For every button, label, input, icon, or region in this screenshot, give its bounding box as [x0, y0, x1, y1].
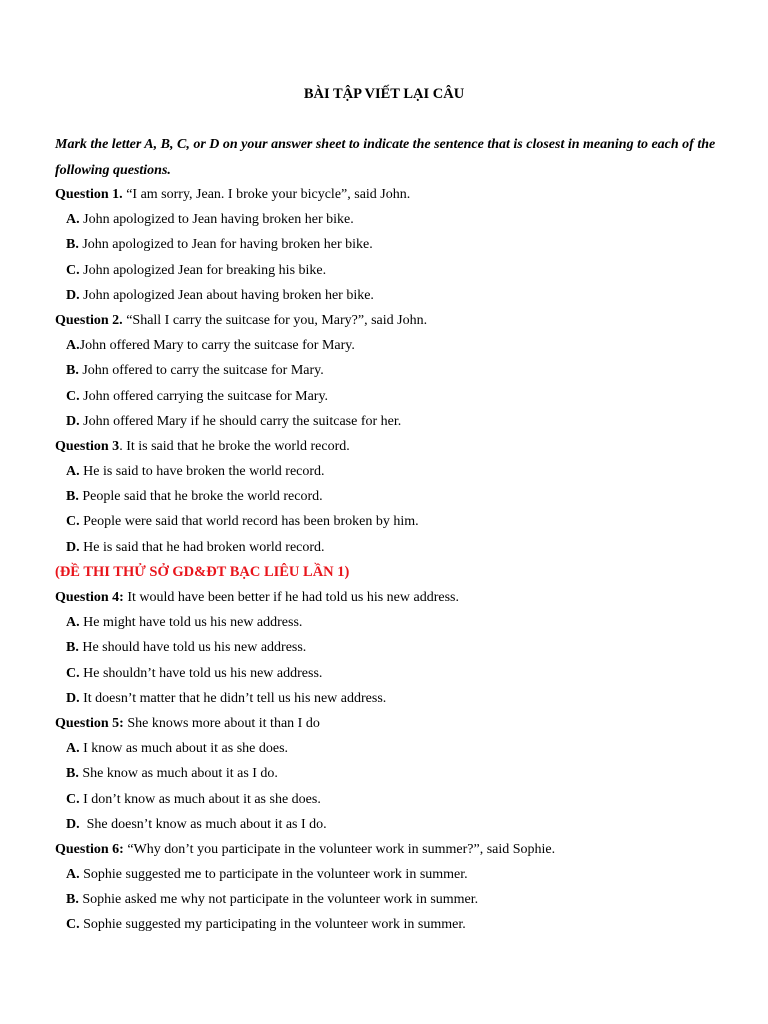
question-label: Question 2. — [55, 312, 123, 328]
question-stem — [0, 837, 768, 862]
answer-option — [0, 409, 768, 434]
answer-option — [0, 661, 768, 686]
answer-option — [0, 761, 768, 786]
option-label: D. — [66, 287, 80, 303]
question-label: Question 5: — [55, 715, 124, 731]
option-label: B. — [66, 640, 79, 656]
option-label: B. — [66, 489, 79, 505]
answer-option — [0, 207, 768, 232]
option-label: B. — [66, 892, 79, 908]
option-text: Sophie asked me why not participate in the volunteer work in summer. — [78, 892, 479, 908]
option-text: I know as much about it as she does. — [79, 741, 289, 757]
question-stem — [0, 434, 768, 459]
question-stem — [0, 711, 768, 736]
answer-option — [0, 812, 768, 837]
answer-option — [0, 887, 768, 912]
answer-option — [0, 509, 768, 534]
option-label: D. — [66, 690, 80, 706]
answer-option — [0, 333, 768, 358]
option-label: A. — [66, 615, 80, 631]
option-text: He shouldn’t have told us his new address. — [79, 665, 323, 681]
option-text: John apologized Jean for breaking his bike. — [79, 262, 327, 278]
instructions: Mark the letter A, B, C, or D on your answer sheet to indicate the sentence that is closest in meaning to each of the following questions. — [55, 137, 716, 178]
answer-option — [0, 232, 768, 257]
question-text: She knows more about it than I do — [123, 715, 320, 731]
option-label: A. — [66, 464, 80, 480]
question-label: Question 4: — [55, 590, 124, 605]
section-text: (ĐỀ THI THỬ SỞ GD&ĐT BẠC LIÊU LẦN 1) — [55, 563, 350, 580]
option-label: C. — [66, 388, 80, 404]
question-text: “Shall I carry the suitcase for you, Mary?”, said John. — [122, 312, 428, 328]
option-label: A. — [66, 741, 80, 757]
option-text: I don’t know as much about it as she does. — [79, 791, 321, 807]
question-stem — [0, 182, 768, 207]
option-text: He is said that he had broken world record. — [79, 539, 325, 555]
question-label: Question 6: — [55, 841, 124, 857]
option-text: John offered Mary to carry the suitcase for Mary. — [79, 338, 355, 354]
option-label: D. — [66, 413, 80, 429]
option-text: She doesn’t know as much about it as I do. — [79, 816, 327, 832]
option-text: John offered carrying the suitcase for Mary. — [79, 388, 329, 404]
option-text: People were said that world record has been broken by him. — [79, 514, 419, 530]
option-label: D. — [66, 816, 80, 832]
question-text: “Why don’t you participate in the volunteer work in summer?”, said Sophie. — [123, 841, 556, 857]
question-stem — [0, 308, 768, 333]
option-label: B. — [66, 766, 79, 782]
answer-option — [0, 610, 768, 635]
question-text: “I am sorry, Jean. I broke your bicycle”, said John. — [122, 187, 411, 202]
option-text: He is said to have broken the world record. — [79, 464, 325, 480]
answer-option — [0, 258, 768, 283]
option-label: C. — [66, 514, 80, 530]
option-label: C. — [66, 665, 80, 681]
answer-option — [0, 736, 768, 761]
option-text: He might have told us his new address. — [79, 615, 303, 631]
question-text: . It is said that he broke the world record. — [119, 438, 350, 454]
option-label: D. — [66, 539, 80, 555]
answer-option — [0, 912, 768, 937]
answer-option — [0, 686, 768, 711]
option-label: A. — [66, 338, 80, 354]
question-label: Question 1. — [55, 187, 123, 202]
answer-option — [0, 384, 768, 409]
option-text: It doesn’t matter that he didn’t tell us his new address. — [79, 690, 387, 706]
option-text: Sophie suggested me to participate in the volunteer work in summer. — [79, 867, 468, 883]
answer-option — [0, 635, 768, 660]
answer-option — [0, 283, 768, 308]
option-text: John apologized Jean about having broken her bike. — [79, 287, 374, 303]
option-label: C. — [66, 791, 80, 807]
option-text: She know as much about it as I do. — [78, 766, 278, 782]
option-text: John apologized to Jean for having broken her bike. — [78, 237, 373, 253]
answer-option — [0, 484, 768, 509]
option-label: A. — [66, 212, 80, 228]
option-label: A. — [66, 867, 80, 883]
section-heading — [0, 560, 768, 585]
option-text: John apologized to Jean having broken her bike. — [79, 212, 354, 228]
answer-option — [0, 862, 768, 887]
option-text: He should have told us his new address. — [78, 640, 307, 656]
answer-option — [0, 358, 768, 383]
option-text: Sophie suggested my participating in the volunteer work in summer. — [79, 917, 466, 933]
option-label: B. — [66, 363, 79, 379]
option-label: C. — [66, 917, 80, 933]
option-text: People said that he broke the world record. — [78, 489, 323, 505]
option-label: C. — [66, 262, 80, 278]
question-list — [0, 182, 768, 938]
option-label: B. — [66, 237, 79, 253]
question-text: It would have been better if he had told us his new address. — [123, 590, 459, 605]
answer-option — [0, 535, 768, 560]
question-stem — [0, 585, 768, 610]
question-label: Question 3 — [55, 438, 120, 454]
option-text: John offered Mary if he should carry the suitcase for her. — [79, 413, 402, 429]
answer-option — [0, 787, 768, 812]
page-title: BÀI TẬP VIẾT LẠI CÂU — [303, 86, 465, 102]
answer-option — [0, 459, 768, 484]
option-text: John offered to carry the suitcase for Mary. — [78, 363, 324, 379]
